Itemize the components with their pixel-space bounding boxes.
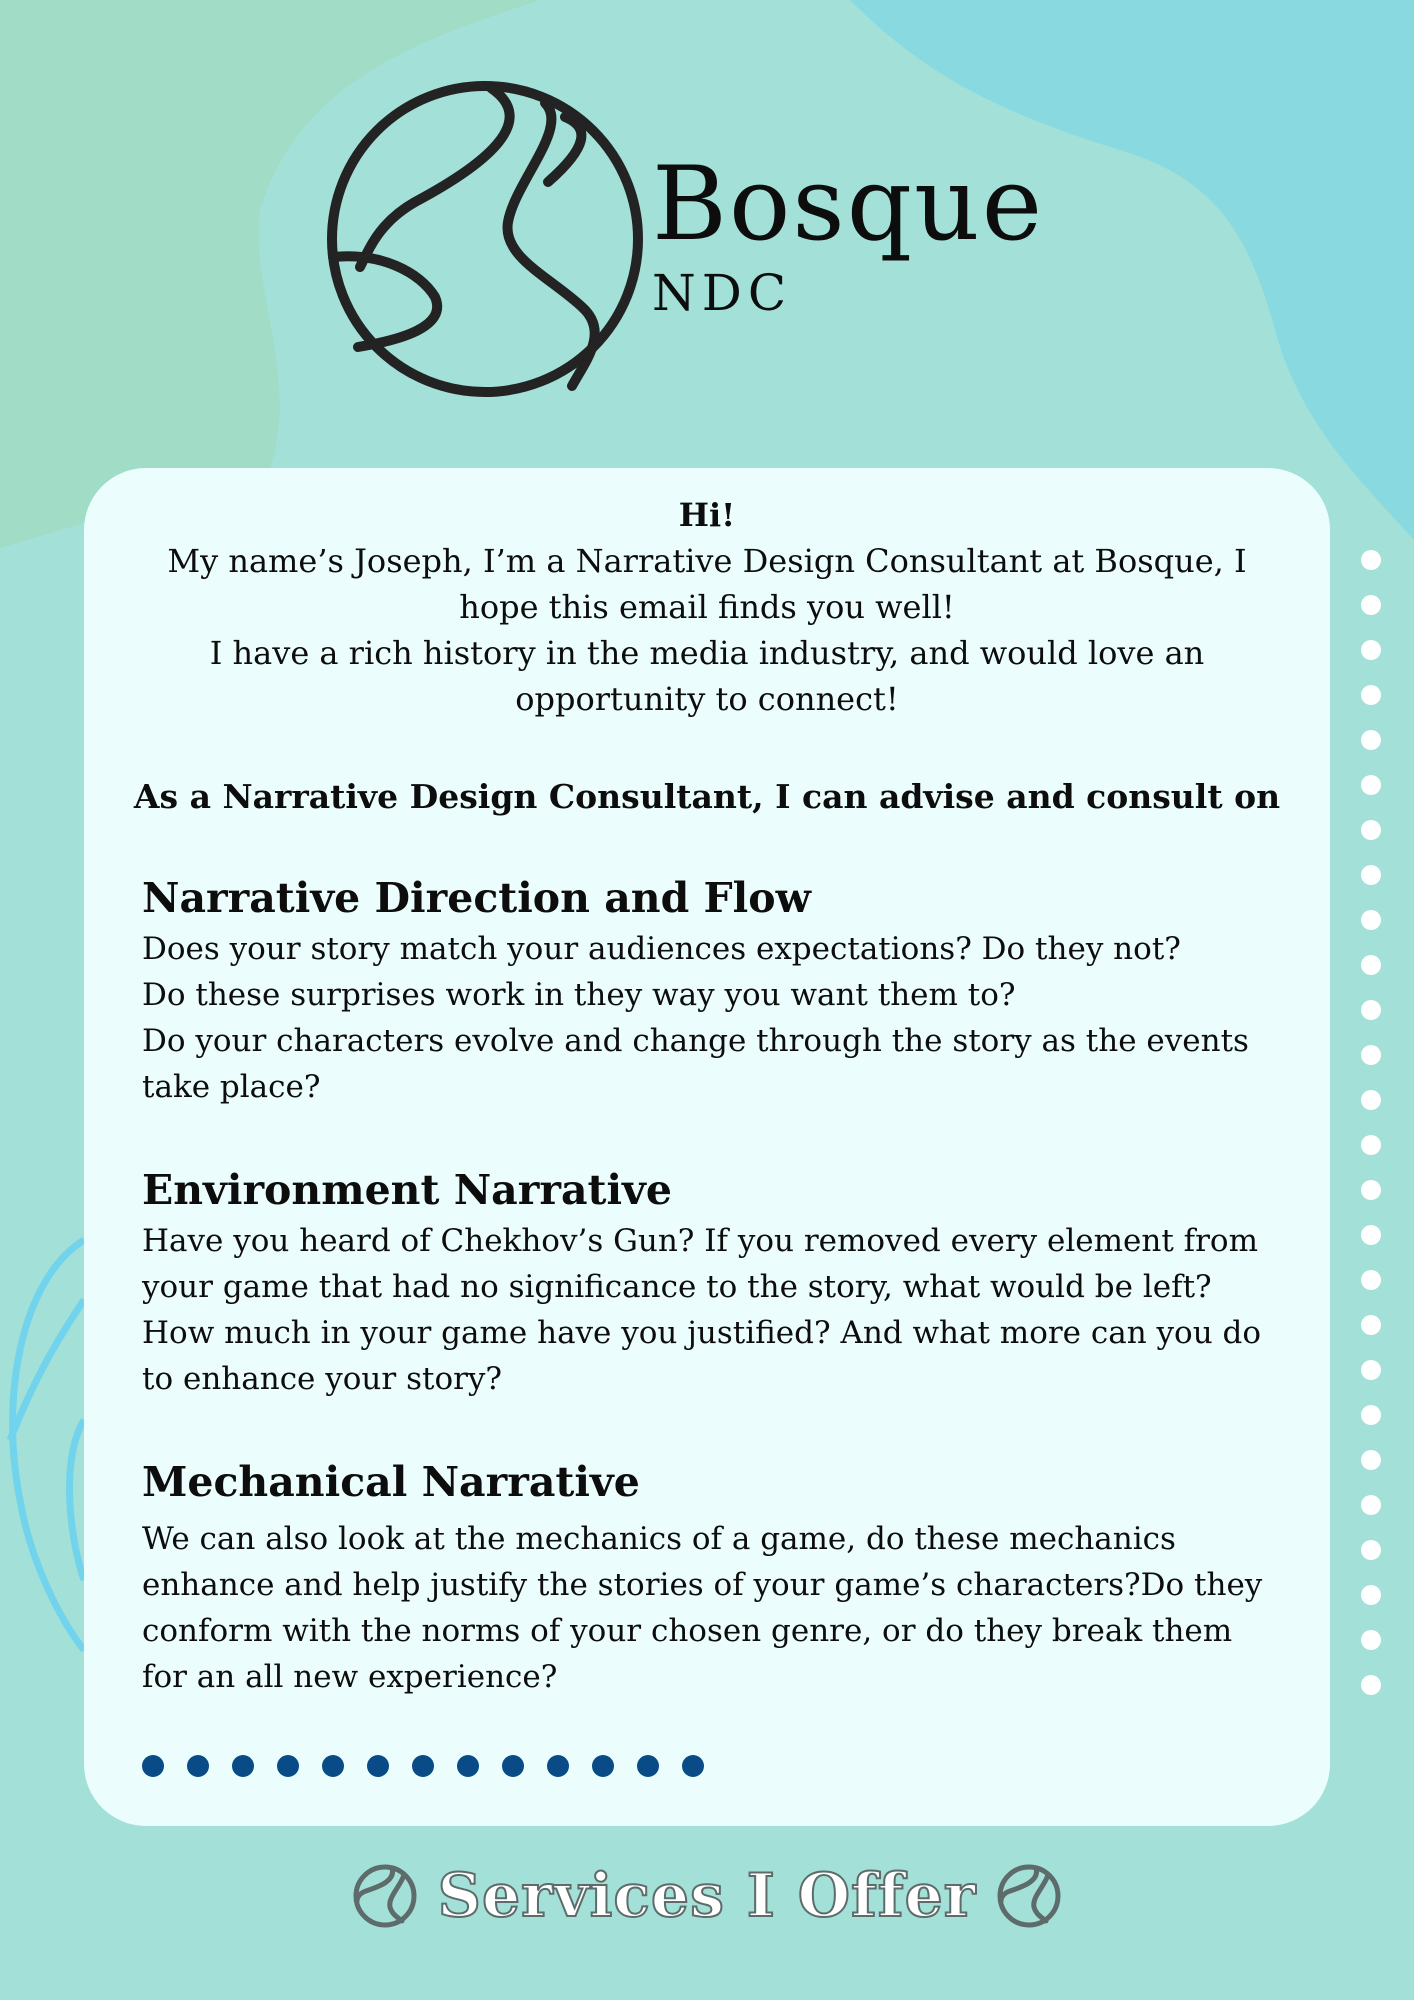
section-narrative-direction xyxy=(142,870,1282,1110)
globe-icon xyxy=(352,1863,418,1929)
globe-icon xyxy=(996,1863,1062,1929)
lead-statement: As a Narrative Design Consultant, I can advise and consult on xyxy=(133,777,1281,816)
section-line: Do your characters evolve and change through the story as the events take place? xyxy=(142,1023,1249,1105)
services-title: Services I Offer xyxy=(437,1861,977,1931)
section-title: Environment Narrative xyxy=(142,1166,672,1214)
side-dot-column xyxy=(1356,548,1386,1708)
section-mechanical-narrative xyxy=(142,1454,1282,1700)
section-title: Mechanical Narrative xyxy=(142,1458,640,1506)
brand-subtitle: NDC xyxy=(652,264,793,322)
intro-paragraph-2: I have a rich history in the media industry, and would love an opportunity to connect! xyxy=(209,634,1205,718)
services-footer xyxy=(0,1855,1414,1937)
content-card xyxy=(84,468,1330,1826)
greeting: Hi! xyxy=(678,496,736,534)
left-line-decoration xyxy=(10,1240,84,1650)
globe-river-icon xyxy=(320,72,656,408)
brand-logo xyxy=(320,72,1045,408)
intro xyxy=(144,492,1270,722)
intro-paragraph-1: My name’s Joseph, I’m a Narrative Design Consultant at Bosque, I hope this email finds you well! xyxy=(167,542,1247,626)
section-line: Does your story match your audiences expectations? Do they not? xyxy=(142,931,1181,967)
brand-name: Bosque xyxy=(652,145,1045,264)
dot-row-divider xyxy=(142,1746,742,1786)
section-environment-narrative xyxy=(142,1162,1282,1402)
section-title: Narrative Direction and Flow xyxy=(142,874,811,922)
section-body: We can also look at the mechanics of a game, do these mechanics enhance and help justify the stories of your game’s characters?Do they conform with the norms of your chosen genre, or do they break them for an all new experience? xyxy=(142,1521,1263,1695)
section-line: Do these surprises work in they way you want them to? xyxy=(142,977,1016,1013)
section-body: Have you heard of Chekhov’s Gun? If you removed every element from your game that had no significance to the story, what would be left? How much in your game have you justified? And what more can you do to enhance your story? xyxy=(142,1223,1262,1397)
